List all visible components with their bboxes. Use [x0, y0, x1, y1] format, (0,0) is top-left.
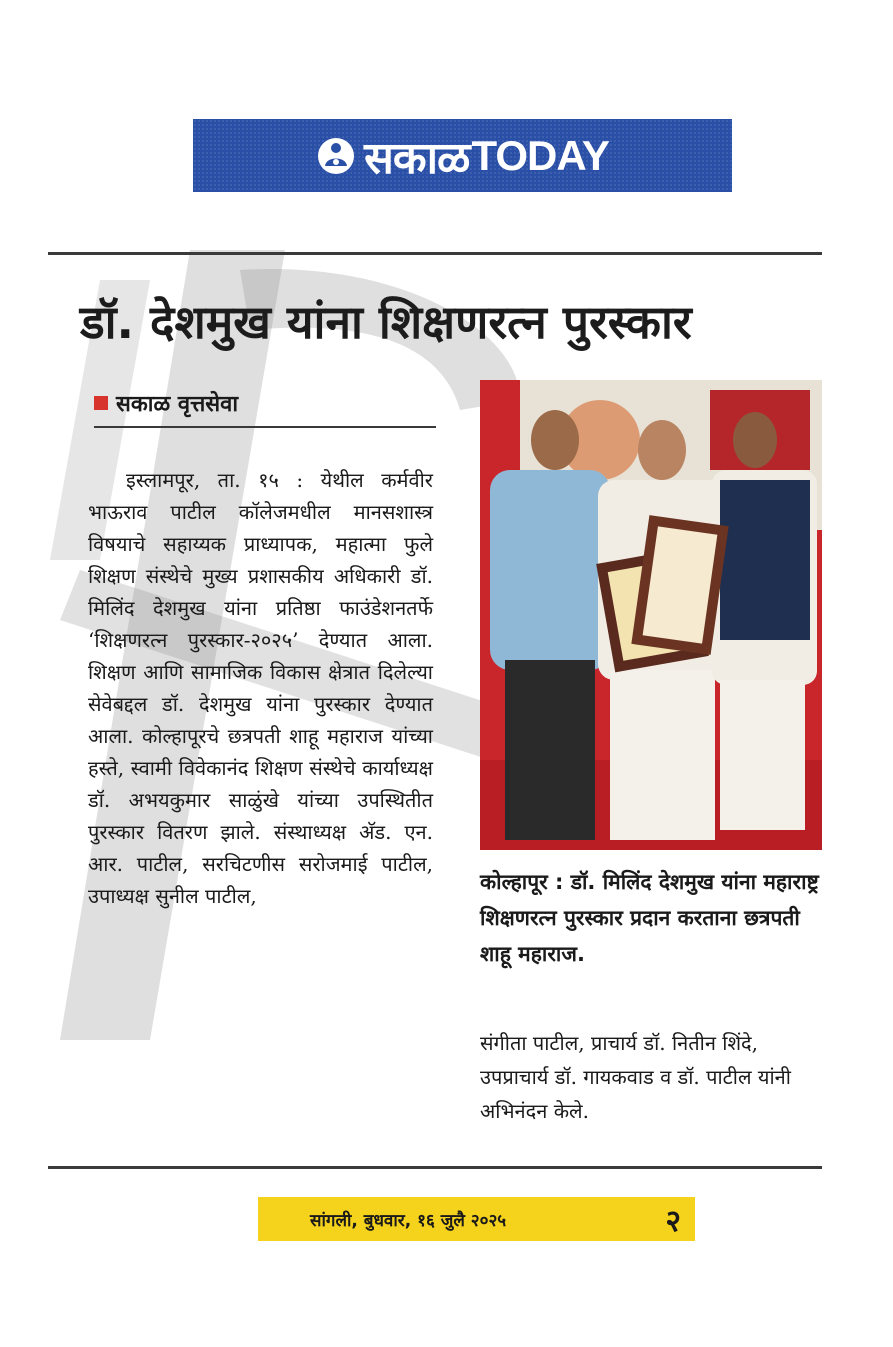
footer-band [258, 1197, 695, 1241]
article-body [88, 464, 433, 912]
sakal-logo-icon [316, 136, 356, 176]
footer-dateline: सांगली, बुधवार, १६ जुलै २०२५ [310, 1210, 507, 1231]
masthead-brand-name: सकाळ [364, 132, 470, 184]
byline-text: सकाळ वृत्तसेवा [116, 392, 239, 417]
byline-marker [94, 396, 108, 410]
article-continuation: संगीता पाटील, प्राचार्य डॉ. नितीन शिंदे, उपप्राचार्य डॉ. गायकवाड व डॉ. पाटील यांनी अभिनंदन केले. [480, 1031, 791, 1123]
top-rule [48, 252, 822, 255]
byline-rule [94, 426, 436, 428]
masthead [193, 119, 732, 192]
byline [94, 388, 434, 418]
page-number: २ [665, 1203, 681, 1239]
article-body-text: इस्लामपूर, ता. १५ : येथील कर्मवीर भाऊराव पाटील कॉलेजमधील मानसशास्त्र विषयाचे सहाय्यक प्राध्यापक, महात्मा फुले शिक्षण संस्थेचे मुख्य प्रशासकीय अधिकारी डॉ. मिलिंद देशमुख यांना प्रतिष्ठा फाउंडेशनतर्फे ‘शिक्षणरत्न पुरस्कार-२०२५’ देण्यात आला. शिक्षण आणि सामाजिक विकास क्षेत्रात दिलेल्या सेवेबद्दल डॉ. देशमुख यांना पुरस्कार देण्यात आला. कोल्हापूरचे छत्रपती शाहू महाराज यांच्या हस्ते, स्वामी विवेकानंद शिक्षण संस्थेचे कार्याध्यक्ष डॉ. अभयकुमार साळुंखे यांच्या उपस्थितीत पुरस्कार वितरण झाले. संस्थाध्यक्ष अ‍ॅड. एन. आर. पाटील, सरचिटणीस सरोजमाई पाटील, उपाध्यक्ष सुनील पाटील, [88, 468, 433, 908]
photo-caption: कोल्हापूर : डॉ. मिलिंद देशमुख यांना महाराष्ट्र शिक्षणरत्न पुरस्कार प्रदान करताना छत्रपती शाहू महाराज. [480, 870, 819, 966]
award-photo [480, 380, 822, 850]
masthead-brand-suffix: TODAY [471, 131, 609, 179]
bottom-rule [48, 1166, 822, 1169]
article-headline: डॉ. देशमुख यांना शिक्षणरत्न पुरस्कार [80, 295, 692, 349]
